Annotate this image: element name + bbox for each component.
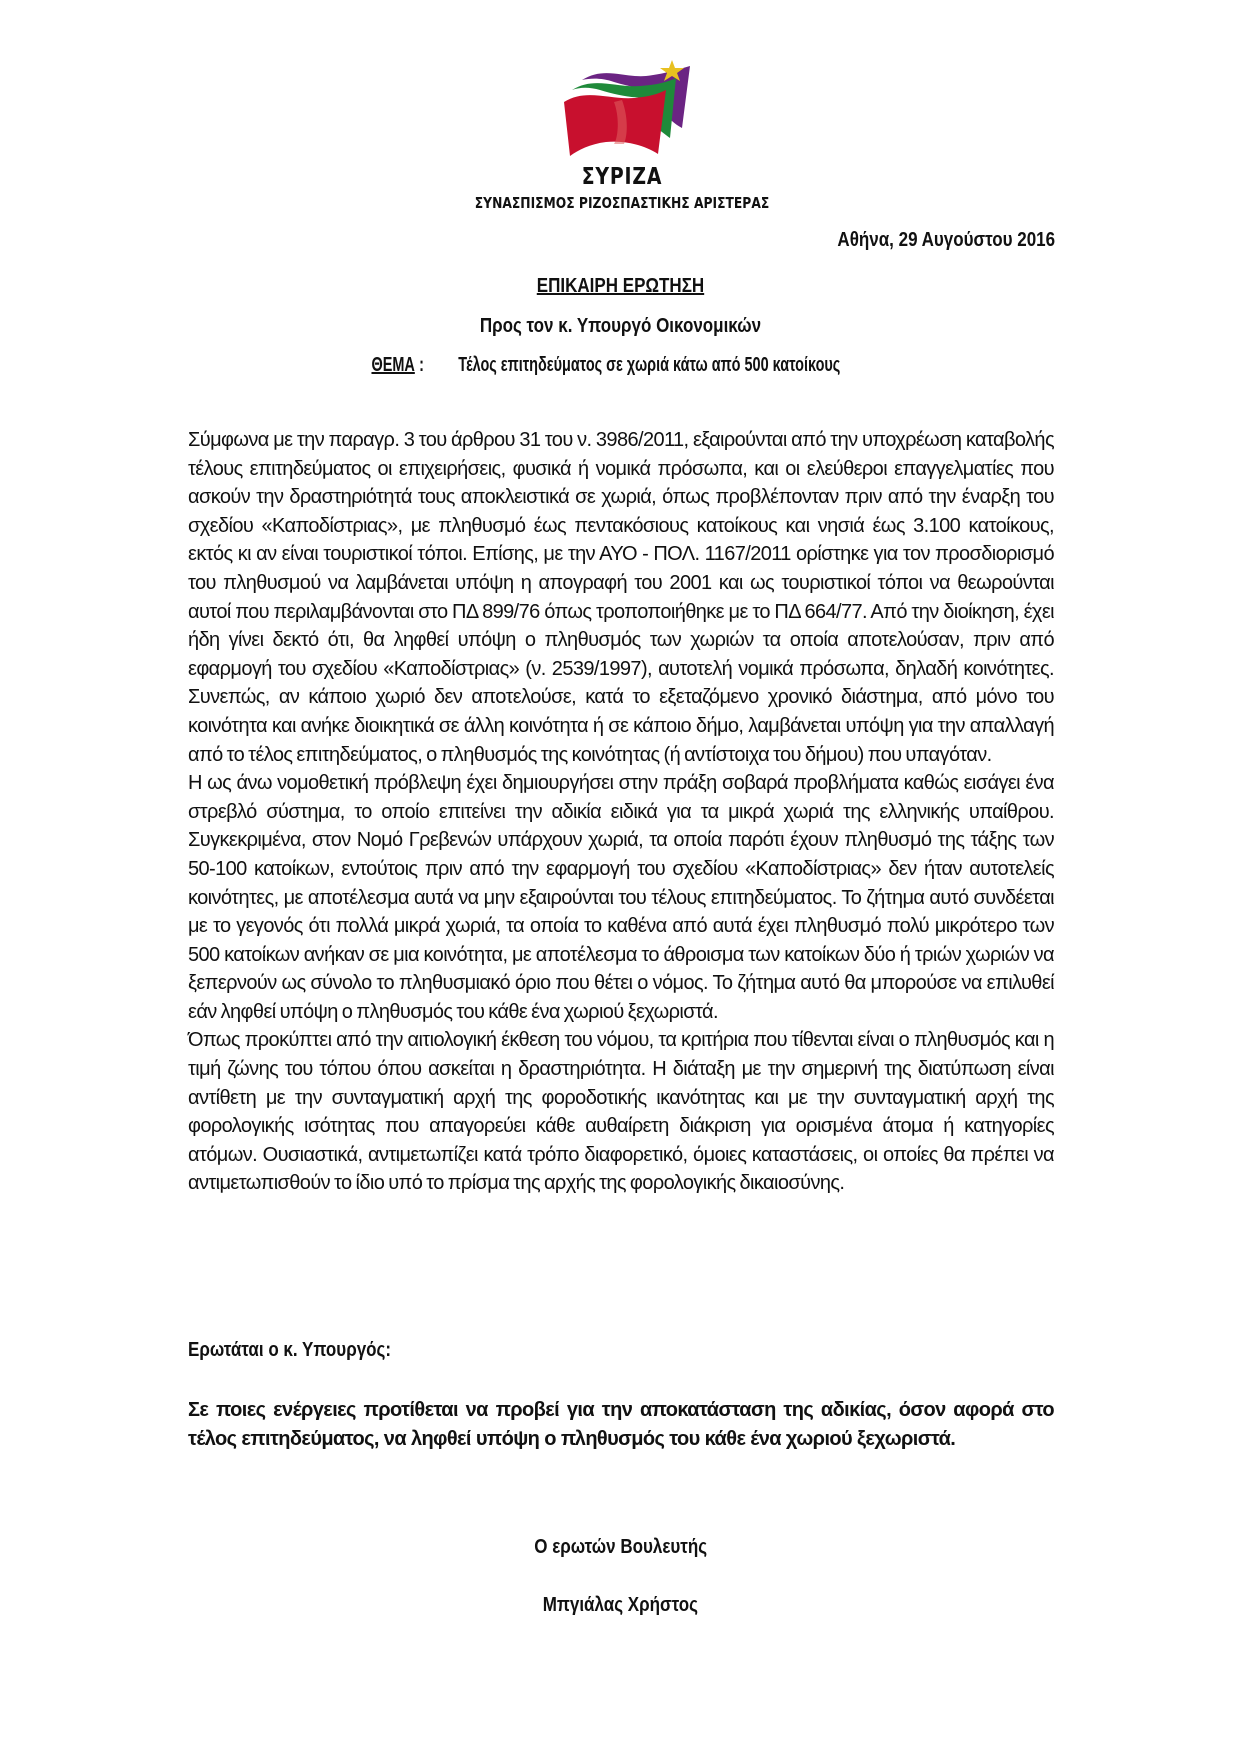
body-text bbox=[188, 426, 1054, 1198]
body-paragraph: Όπως προκύπτει από την αιτιολογική έκθεση του νόμου, τα κριτήρια που τίθενται είναι ο πληθυσμός και η τιμή ζώνης του τόπου όπου ασκείται η δραστηριότητα. Η διάταξη με την σημερινή της διατύπωση είναι αντίθετη με την συνταγματική αρχή της φοροδοτικής ικανότητας και με την συνταγματική αρχή της φορολογικής ισότητας που απαγορεύει κάθε αυθαίρετη διάκριση για ορισμένα άτομα ή κατηγορίες ατόμων. Ουσιαστικά, αντιμετωπίζει κατά τρόπο διαφορετικό, όμοιες καταστάσεις, οι οποίες θα πρέπει να αντιμετωπισθούν το ίδιο υπό το πρίσμα της αρχής της φορολογικής δικαιοσύνης. bbox=[188, 1029, 1054, 1195]
recipient-text: Προς τον κ. Υπουργό Οικονομικών bbox=[479, 315, 762, 337]
signature-name-text: Μπγιάλας Χρήστος bbox=[542, 1594, 699, 1616]
syriza-flag-icon bbox=[554, 58, 699, 170]
body-paragraph: Σύμφωνα με την παραγρ. 3 του άρθρου 31 του ν. 3986/2011, εξαιρούνται από την υποχρέωση καταβολής τέλους επιτηδεύματος οι επιχειρήσεις, φυσικά ή νομικά πρόσωπα, και οι ελεύθεροι επαγγελματίες που ασκούν την δραστηριότητά τους αποκλειστικά σε χωριά, όπως προβλέπονταν πριν από την έναρξη του σχεδίου «Καποδίστριας», με πληθυσμό έως πεντακόσιους κατοίκους και νησιά έως 3.100 κατοίκους, εκτός κι αν είναι τουριστικοί τόποι. Επίσης, με την ΑΥΟ - ΠΟΛ. 1167/2011 ορίστηκε για τον προσδιορισμό του πληθυσμού να λαμβάνεται υπόψη η απογραφή του 2001 και ως τουριστικοί τόποι να θεωρούνται αυτοί που περιλαμβάνονται στο ΠΔ 899/76 όπως τροποποιήθηκε με το ΠΔ 664/77. Από την διοίκηση, έχει ήδη γίνει δεκτό ότι, θα ληφθεί υπόψη ο πληθυσμός των χωριών τα οποία αποτελούσαν, πριν από εφαρμογή του σχεδίου «Καποδίστριας» (ν. 2539/1997), αυτοτελή νομικά πρόσωπα, δηλαδή κοινότητες. Συνεπώς, αν κάποιο χωριό δεν αποτελούσε, κατά το εξεταζόμενο χρονικό διάστημα, από μόνο του κοινότητα και ανήκε διοικητικά σε άλλη κοινότητα ή σε κάποιο δήμο, λαμβάνεται υπόψη για την απαλλαγή από το τέλος επιτηδεύματος, ο πληθυσμός της κοινότητας (ή αντίστοιχα του δήμου) που υπαγόταν. bbox=[188, 429, 1054, 766]
document-date: Αθήνα, 29 Αυγούστου 2016 bbox=[837, 229, 1055, 251]
party-full-name: ΣΥΝΑΣΠΙΣΜΟΣ ΡΙΖΟΣΠΑΣΤΙΚΗΣ ΑΡΙΣΤΕΡΑΣ bbox=[474, 194, 770, 212]
signature-role bbox=[0, 1536, 1241, 1559]
signature-name bbox=[0, 1594, 1241, 1617]
subject-wrapper bbox=[367, 354, 873, 377]
document-type-heading bbox=[0, 275, 1241, 298]
subject-separator: : bbox=[418, 354, 424, 376]
party-logo bbox=[452, 58, 792, 218]
question-text: Σε ποιες ενέργειες προτίθεται να προβεί για την αποκατάσταση της αδικίας, όσον αφορά στο τέλος επιτηδεύματος, να ληφθεί υπόψη ο πληθυσμός του κάθε ένα χωριού ξεχωριστά. bbox=[188, 1399, 1054, 1450]
flag-red-band bbox=[564, 90, 666, 156]
subject-line bbox=[0, 354, 1241, 377]
recipient-line bbox=[0, 315, 1241, 338]
question-label: Ερωτάται ο κ. Υπουργός: bbox=[188, 1339, 392, 1361]
signature-role-text: Ο ερωτών Βουλευτής bbox=[534, 1536, 707, 1558]
party-name: ΣΥΡΙΖΑ bbox=[581, 164, 663, 190]
subject-label: ΘΕΜΑ bbox=[371, 354, 415, 376]
body-paragraph: Η ως άνω νομοθετική πρόβλεψη έχει δημιουργήσει στην πράξη σοβαρά προβλήματα καθώς εισάγει ένα στρεβλό σύστημα, το οποίο επιτείνει την αδικία ειδικά για τα μικρά χωριά της ελληνικής υπαίθρου. Συγκεκριμένα, στον Νομό Γρεβενών υπάρχουν χωριά, τα οποία παρότι έχουν πληθυσμό της τάξης των 50-100 κατοίκων, εντούτοις πριν από την εφαρμογή του σχεδίου «Καποδίστριας» δεν ήταν αυτοτελείς κοινότητες, με αποτέλεσμα αυτά να μην εξαιρούνται του τέλους επιτηδεύματος. Το ζήτημα αυτό συνδέεται με το γεγονός ότι πολλά μικρά χωριά, τα οποία το καθένα από αυτά έχει πληθυσμό πολύ μικρότερο των 500 κατοίκων ανήκαν σε μια κοινότητα, με αποτέλεσμα το άθροισμα των κατοίκων δύο ή τριών χωριών να ξεπερνούν ως σύνολο το πληθυσμιακό όριο που θέτει ο νόμος. Το ζήτημα αυτό θα μπορούσε να επιλυθεί εάν ληφθεί υπόψη ο πληθυσμός του κάθε ένα χωριού ξεχωριστά. bbox=[188, 772, 1054, 1023]
subject-text: Τέλος επιτηδεύματος σε χωριά κάτω από 500 κατοίκους bbox=[457, 354, 840, 376]
document-type-text: ΕΠΙΚΑΙΡΗ ΕΡΩΤΗΣΗ bbox=[536, 275, 705, 297]
